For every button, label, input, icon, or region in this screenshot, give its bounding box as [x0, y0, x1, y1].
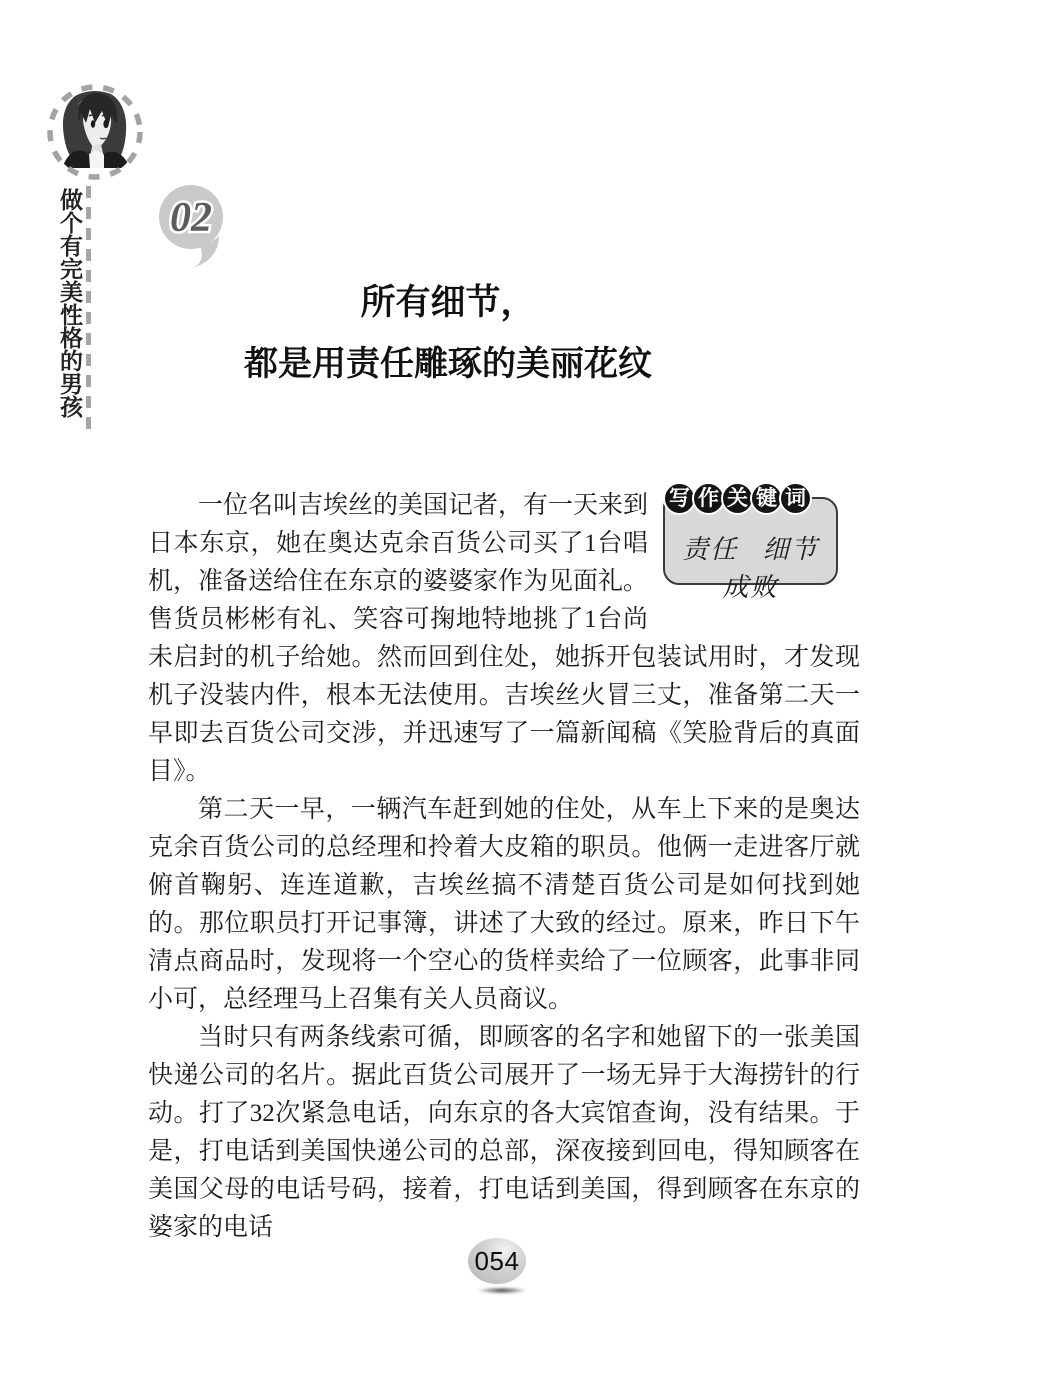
- series-title: 做个有完美性格的男孩: [57, 188, 82, 418]
- avatar-illustration: [42, 80, 148, 186]
- paragraph-2: 第二天一早，一辆汽车赶到她的住处，从车上下来的是奥达克余百货公司的总经理和拎着大皮箱的职员。他俩一走进客厅就俯首鞠躬、连连道歉，吉埃丝搞不清楚百货公司是如何找到她的。那位职员打开记事簿，讲述了大致的经过。原来，昨日下午清点商品时，发现将一个空心的货样卖给了一位顾客，此事非同小可，总经理马上召集有关人员商议。: [148, 796, 860, 1013]
- keyword-header-char: 键: [750, 482, 783, 515]
- keywords-panel: [663, 486, 838, 602]
- keyword-header-char: 作: [692, 482, 725, 515]
- keyword-header-char: 写: [663, 482, 696, 515]
- chapter-badge: [155, 184, 235, 274]
- avatar: [42, 80, 148, 186]
- keyword-header-char: 词: [779, 482, 812, 515]
- keywords-list: 责任 细节 成败: [682, 535, 819, 602]
- chapter-title-line2: 都是用责任雕琢的美丽花纹: [244, 346, 652, 383]
- page-number-shadow: [477, 1287, 527, 1294]
- anime-girl-portrait: [62, 90, 129, 168]
- chapter-title-line1: 所有细节，: [360, 283, 536, 322]
- keywords-box: [648, 487, 860, 638]
- chapter-title: [0, 272, 896, 396]
- page-number: 054: [468, 1238, 526, 1284]
- chapter-number: 02: [170, 195, 212, 241]
- paragraph-3: 当时只有两条线索可循，即顾客的名字和她留下的一张美国快递公司的名片。据此百货公司展开了一场无异于大海捞针的行动。打了32次紧急电话，向东京的各大宾馆查询，没有结果。于是，打电话到美国快递公司的总部，深夜接到回电，得知顾客在美国父母的电话号码，接着，打电话到美国，得到顾客在东京的婆家的电话: [148, 1024, 860, 1241]
- paragraph-1: 一位名叫吉埃丝的美国记者，有一天来到日本东京，她在奥达克余百货公司买了1台唱机，准备送给住在东京的婆婆家作为见面礼。售货员彬彬有礼、笑容可掬地特地挑了1台尚未启封的机子给她。然而回到住处，她拆开包装试用时，才发现机子没装内件，根本无法使用。吉埃丝火冒三丈，准备第二天一早即去百货公司交涉，并迅速写了一篇新闻稿《笑脸背后的真面目》。: [148, 492, 860, 785]
- keywords-header: [665, 482, 812, 515]
- article-body: [148, 487, 860, 1247]
- keyword-header-char: 关: [721, 482, 754, 515]
- speech-bubble-icon: [155, 184, 235, 274]
